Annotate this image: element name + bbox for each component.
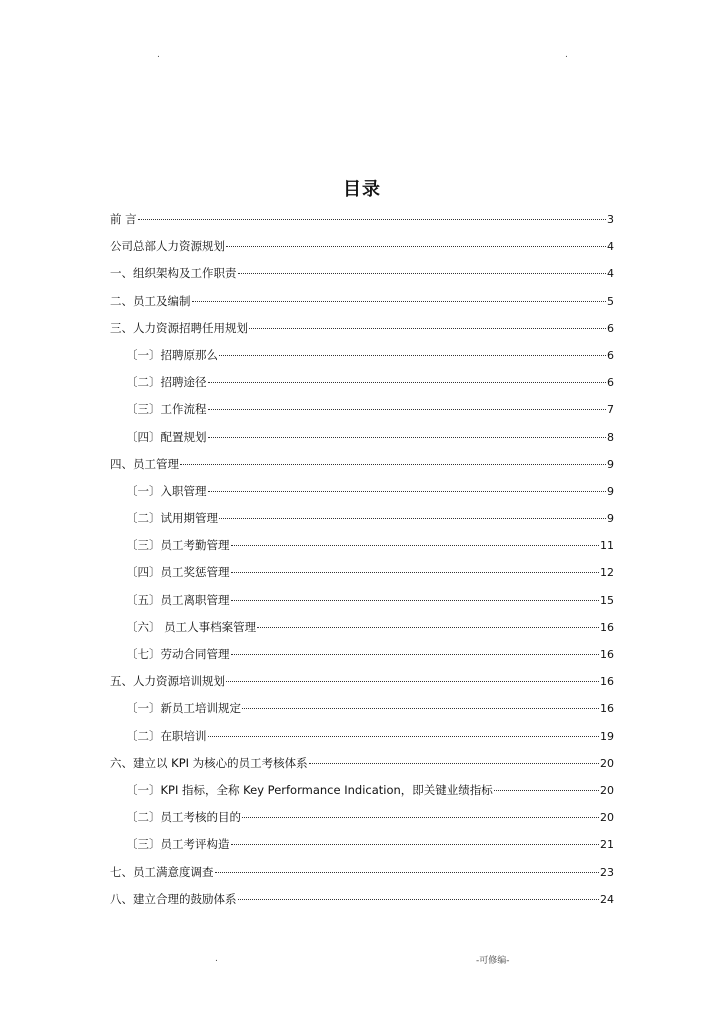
toc-entry[interactable] — [110, 777, 614, 804]
footer-editable-note: -可修编- — [476, 956, 510, 966]
page-title: 目录 — [343, 179, 381, 200]
toc-entry[interactable] — [110, 750, 614, 777]
table-of-contents — [110, 206, 614, 913]
toc-dot-leader — [208, 382, 607, 383]
toc-entry-label: 〔一〕招聘原那么 — [126, 347, 218, 362]
toc-entry-label: 〔七〕劳动合同管理 — [126, 647, 230, 661]
toc-dot-leader — [257, 627, 599, 628]
toc-dot-leader — [231, 844, 600, 845]
toc-entry[interactable] — [110, 668, 614, 695]
toc-dot-leader — [208, 491, 607, 492]
toc-dot-leader — [238, 273, 607, 274]
toc-entry-page-number: 20 — [600, 756, 614, 770]
toc-entry[interactable] — [110, 424, 614, 451]
toc-entry-label: 前 言 — [110, 212, 137, 226]
toc-dot-leader — [231, 545, 600, 546]
toc-dot-leader — [180, 464, 606, 465]
toc-entry[interactable] — [110, 233, 614, 260]
toc-entry-label: 六、建立以 KPI 为核心的员工考核体系 — [110, 755, 308, 770]
toc-entry-label: 八、建立合理的鼓励体系 — [110, 891, 237, 906]
toc-entry-label: 公司总部人力资源规划 — [110, 239, 225, 254]
toc-entry-label: 〔一〕KPI 指标，全称 Key Performance Indication，即关键业绩指标 — [126, 782, 493, 797]
footer-left-mark: . — [215, 954, 218, 964]
toc-entry-label: 三、人力资源招聘任用规划 — [110, 320, 248, 335]
toc-dot-leader — [249, 328, 606, 329]
toc-entry-page-number: 19 — [600, 729, 614, 743]
toc-dot-leader — [219, 355, 606, 356]
toc-entry-page-number: 16 — [600, 648, 614, 661]
toc-entry-page-number: 7 — [607, 403, 614, 417]
toc-dot-leader — [208, 409, 607, 410]
toc-entry-label: 〔三〕工作流程 — [126, 402, 207, 417]
toc-entry-page-number: 21 — [600, 838, 614, 852]
toc-dot-leader — [231, 600, 600, 601]
toc-entry-label: 〔二〕在职培训 — [126, 728, 207, 743]
toc-entry[interactable] — [110, 614, 614, 641]
toc-dot-leader — [309, 763, 599, 764]
toc-entry[interactable] — [110, 260, 614, 287]
toc-entry-label: 〔二〕招聘途径 — [126, 375, 207, 390]
toc-entry-page-number: 3 — [607, 213, 614, 226]
toc-entry-page-number: 16 — [600, 620, 614, 634]
toc-entry-page-number: 5 — [607, 294, 614, 308]
toc-entry-label: 〔五〕员工离职管理 — [126, 592, 230, 607]
toc-entry-page-number: 15 — [600, 593, 614, 607]
toc-entry-page-number: 16 — [600, 675, 614, 689]
toc-entry-label: 〔二〕员工考核的目的 — [126, 810, 241, 825]
header-right-mark: . — [565, 50, 568, 60]
toc-entry[interactable] — [110, 505, 614, 532]
toc-dot-leader — [226, 246, 606, 247]
toc-entry-page-number: 12 — [600, 566, 614, 580]
toc-dot-leader — [231, 654, 600, 655]
toc-entry-label: 五、人力资源培训规划 — [110, 674, 225, 689]
toc-entry-label: 〔二〕试用期管理 — [126, 511, 218, 526]
toc-entry[interactable] — [110, 288, 614, 315]
toc-entry-page-number: 6 — [607, 376, 614, 390]
toc-entry-page-number: 20 — [600, 783, 614, 797]
toc-entry-page-number: 8 — [607, 430, 614, 444]
toc-dot-leader — [208, 437, 607, 438]
toc-entry[interactable] — [110, 886, 614, 913]
toc-entry-label: 一、组织架构及工作职责 — [110, 266, 237, 281]
toc-entry[interactable] — [110, 559, 614, 586]
toc-dot-leader — [494, 790, 599, 791]
toc-entry-label: 〔四〕员工奖惩管理 — [126, 565, 230, 580]
toc-entry-page-number: 23 — [600, 865, 614, 879]
toc-entry-label: 〔四〕配置规划 — [126, 429, 207, 444]
toc-entry-label: 〔三〕员工考勤管理 — [126, 538, 230, 553]
toc-dot-leader — [219, 518, 606, 519]
toc-entry-label: 〔一〕入职管理 — [126, 483, 207, 498]
header-left-mark: . — [157, 50, 160, 60]
toc-dot-leader — [208, 736, 600, 737]
toc-dot-leader — [226, 681, 599, 682]
toc-entry[interactable] — [110, 723, 614, 750]
toc-dot-leader — [138, 219, 606, 220]
toc-entry-page-number: 4 — [607, 267, 614, 281]
toc-entry[interactable] — [110, 206, 614, 233]
toc-entry[interactable] — [110, 451, 614, 478]
toc-entry-label: 七、员工满意度调查 — [110, 864, 214, 879]
toc-entry-page-number: 9 — [607, 512, 614, 526]
toc-entry[interactable] — [110, 831, 614, 858]
toc-entry[interactable] — [110, 641, 614, 668]
toc-entry[interactable] — [110, 804, 614, 831]
toc-entry-page-number: 9 — [607, 457, 614, 471]
toc-entry-label: 〔六〕 员工人事档案管理 — [126, 619, 257, 634]
toc-entry-page-number: 24 — [600, 892, 614, 906]
toc-entry[interactable] — [110, 478, 614, 505]
toc-entry-label: 四、员工管理 — [110, 456, 179, 471]
toc-dot-leader — [242, 708, 599, 709]
toc-entry-page-number: 16 — [600, 702, 614, 716]
toc-dot-leader — [215, 872, 600, 873]
toc-entry-label: 〔三〕员工考评构造 — [126, 837, 230, 852]
toc-entry-page-number: 11 — [600, 539, 614, 553]
toc-entry[interactable] — [110, 587, 614, 614]
toc-entry[interactable] — [110, 695, 614, 722]
toc-entry[interactable] — [110, 369, 614, 396]
toc-entry[interactable] — [110, 315, 614, 342]
toc-dot-leader — [238, 899, 600, 900]
toc-entry-page-number: 6 — [607, 321, 614, 335]
toc-entry[interactable] — [110, 342, 614, 369]
toc-entry[interactable] — [110, 396, 614, 423]
toc-entry-page-number: 20 — [600, 811, 614, 825]
toc-entry-page-number: 6 — [607, 348, 614, 362]
toc-entry[interactable] — [110, 859, 614, 886]
toc-entry-label: 〔一〕新员工培训规定 — [126, 701, 241, 716]
toc-dot-leader — [242, 817, 599, 818]
toc-dot-leader — [231, 572, 600, 573]
toc-entry-label: 二、员工及编制 — [110, 293, 191, 308]
toc-entry-page-number: 4 — [607, 240, 614, 254]
toc-dot-leader — [192, 301, 607, 302]
toc-entry-page-number: 9 — [607, 484, 614, 498]
toc-entry[interactable] — [110, 532, 614, 559]
